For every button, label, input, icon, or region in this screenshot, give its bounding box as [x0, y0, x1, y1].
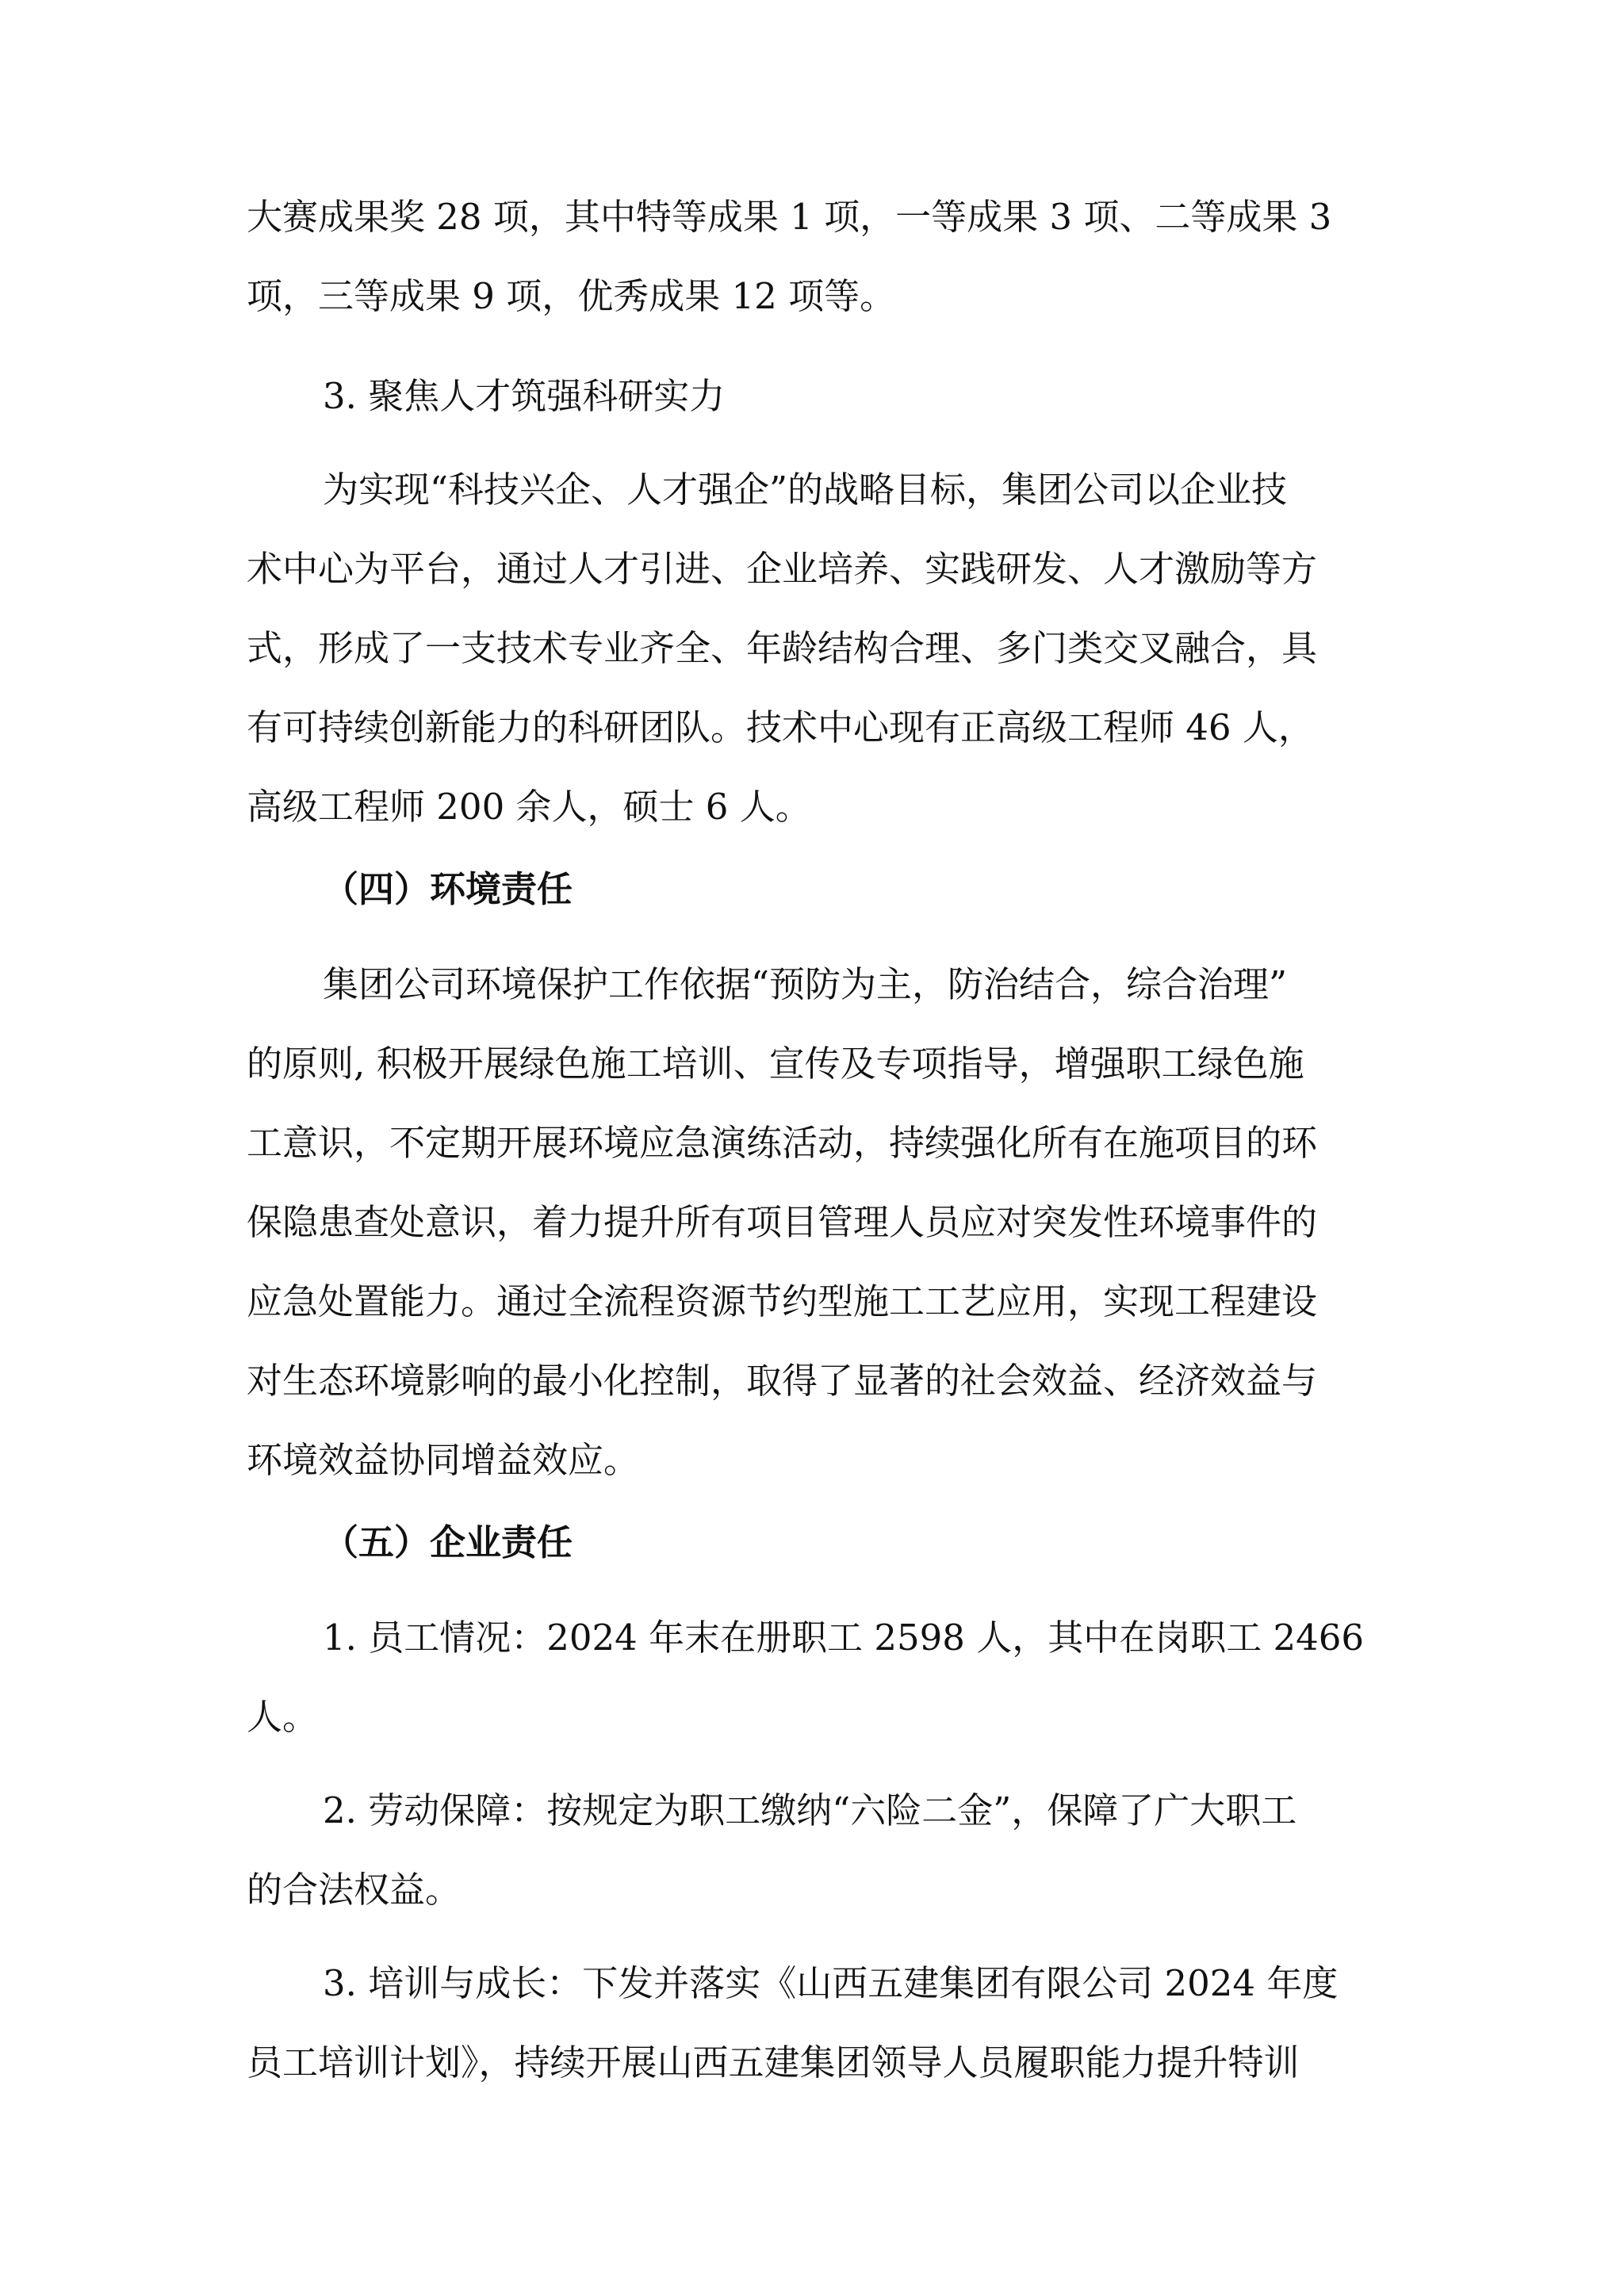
body-line-5: 式，形成了一支技术专业齐全、年龄结构合理、多门类交叉融合，具 — [247, 627, 1318, 669]
body-line-9: 的原则, 积极开展绿色施工培训、宣传及专项指导，增强职工绿色施 — [247, 1043, 1304, 1085]
section-heading-enterprise: （五）企业责任 — [323, 1521, 573, 1563]
body-line-16: 人。 — [247, 1696, 319, 1738]
body-line-3: 为实现“科技兴企、人才强企”的战略目标，集团公司以企业技 — [323, 469, 1288, 511]
body-line-1: 大赛成果奖 28 项，其中特等成果 1 项，一等成果 3 项、二等成果 3 — [247, 196, 1332, 238]
body-line-2: 项，三等成果 9 项，优秀成果 12 项等。 — [247, 275, 896, 317]
body-line-18: 的合法权益。 — [247, 1869, 462, 1911]
body-line-17: 2. 劳动保障：按规定为职工缴纳“六险二金”，保障了广大职工 — [323, 1789, 1297, 1831]
body-line-13: 对生态环境影响的最小化控制，取得了显著的社会效益、经济效益与 — [247, 1360, 1318, 1402]
body-line-19: 3. 培训与成长：下发并落实《山西五建集团有限公司 2024 年度 — [323, 1962, 1339, 2004]
body-line-20: 员工培训计划》，持续开展山西五建集团领导人员履职能力提升特训 — [247, 2042, 1300, 2084]
body-line-14: 环境效益协同增益效应。 — [247, 1439, 640, 1481]
body-line-11: 保隐患查处意识，着力提升所有项目管理人员应对突发性环境事件的 — [247, 1201, 1318, 1243]
body-line-7: 高级工程师 200 余人，硕士 6 人。 — [247, 786, 811, 828]
section-heading-environment: （四）环境责任 — [323, 868, 573, 910]
body-line-8: 集团公司环境保护工作依据“预防为主，防治结合，综合治理” — [323, 963, 1288, 1005]
body-line-12: 应急处置能力。通过全流程资源节约型施工工艺应用，实现工程建设 — [247, 1280, 1318, 1322]
body-line-10: 工意识，不定期开展环境应急演练活动，持续强化所有在施项目的环 — [247, 1122, 1318, 1164]
body-line-6: 有可持续创新能力的科研团队。技术中心现有正高级工程师 46 人， — [247, 706, 1314, 748]
body-line-15: 1. 员工情况：2024 年末在册职工 2598 人，其中在岗职工 2466 — [323, 1617, 1365, 1659]
subheading-talent: 3. 聚焦人才筑强科研实力 — [323, 375, 726, 417]
body-line-4: 术中心为平台，通过人才引进、企业培养、实践研发、人才激励等方 — [247, 548, 1318, 590]
